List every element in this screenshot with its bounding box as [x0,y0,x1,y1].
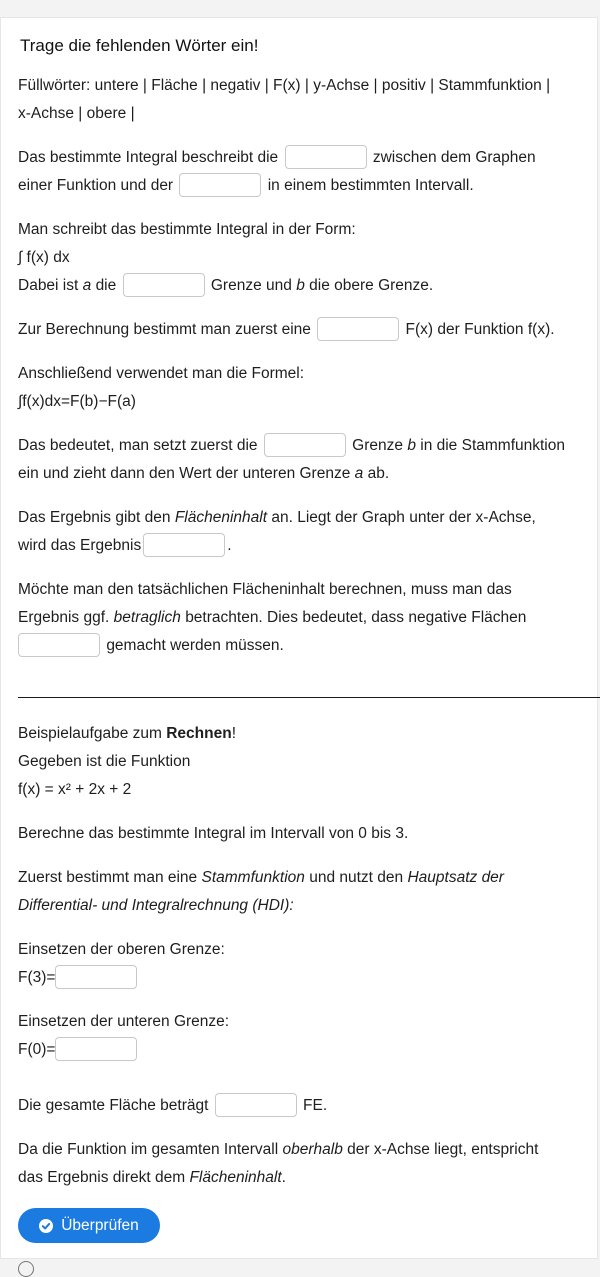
example-task: Berechne das bestimmte Integral im Intervall von 0 bis 3. [18,825,409,842]
gap-input-3[interactable] [123,273,205,297]
paragraph-absolute-value: Möchte man den tatsächlichen Flächeninhalt berechnen, muss man das Ergebnis ggf. betraglich betrachten. Dies bedeutet, dass negative Flächen gemacht werden müssen. [18,576,588,660]
paragraph-formula: Anschließend verwendet man die Formel: ∫f(x)dx=F(b)−F(a) [18,360,588,416]
check-button[interactable] [18,1208,160,1243]
check-circle-icon [39,1219,53,1233]
next-section-icon [18,1261,34,1277]
conclusion-paragraph: Da die Funktion im gesamten Intervall oberhalb der x-Achse liegt, entspricht das Ergebnis direkt dem Flächeninhalt. [18,1141,539,1186]
exercise-title: Trage die fehlenden Wörter ein! [20,36,259,55]
fill-words-line-1: Füllwörter: untere | Fläche | negativ | F(x) | y-Achse | positiv | Stammfunktion | [18,77,551,94]
upper-bound-block: Einsetzen der oberen Grenze: F(3)= [18,936,588,992]
fill-words-paragraph [18,72,588,128]
exercise-card [0,17,598,1259]
section-divider [18,697,600,698]
total-area-block: Die gesamte Fläche beträgt FE. [18,1092,588,1120]
paragraph-result: Das Ergebnis gibt den Flächeninhalt an. Liegt der Graph unter der x-Achse, wird das Ergebnis . [18,504,588,560]
gap-input-5[interactable] [264,433,346,457]
gap-input-1[interactable] [285,145,367,169]
example-hdi: Zuerst bestimmt man eine Stammfunktion und nutzt den Hauptsatz der Differential- und Integralrechnung (HDI): [18,869,504,914]
gap-input-4[interactable] [317,317,399,341]
paragraph-antiderivative: Zur Berechnung bestimmt man zuerst eine F(x) der Funktion f(x). [18,316,588,344]
paragraph-definition: Das bestimmte Integral beschreibt die zwischen dem Graphen einer Funktion und der in einem bestimmten Intervall. [18,144,588,200]
gap-input-2[interactable] [179,173,261,197]
integral-notation: ∫ f(x) dx [18,249,70,266]
fill-words-line-2: x-Achse | obere | [18,105,135,122]
gap-input-7[interactable] [18,633,100,657]
check-button-label: Überprüfen [61,1216,139,1234]
answer-input-f3[interactable] [55,965,137,989]
lower-bound-block: Einsetzen der unteren Grenze: F(0)= [18,1008,588,1064]
example-function: f(x) = x² + 2x + 2 [18,781,132,798]
hdi-formula: ∫f(x)dx=F(b)−F(a) [18,393,136,410]
paragraph-notation: Man schreibt das bestimmte Integral in der Form: ∫ f(x) dx Dabei ist a die Grenze und b die obere Grenze. [18,216,588,300]
gap-input-6[interactable] [143,533,225,557]
example-intro: Beispielaufgabe zum Rechnen! Gegeben ist die Funktion f(x) = x² + 2x + 2 [18,720,588,804]
paragraph-substitution: Das bedeutet, man setzt zuerst die Grenze b in die Stammfunktion ein und zieht dann den Wert der unteren Grenze a ab. [18,432,588,488]
answer-input-total[interactable] [215,1093,297,1117]
answer-input-f0[interactable] [55,1037,137,1061]
